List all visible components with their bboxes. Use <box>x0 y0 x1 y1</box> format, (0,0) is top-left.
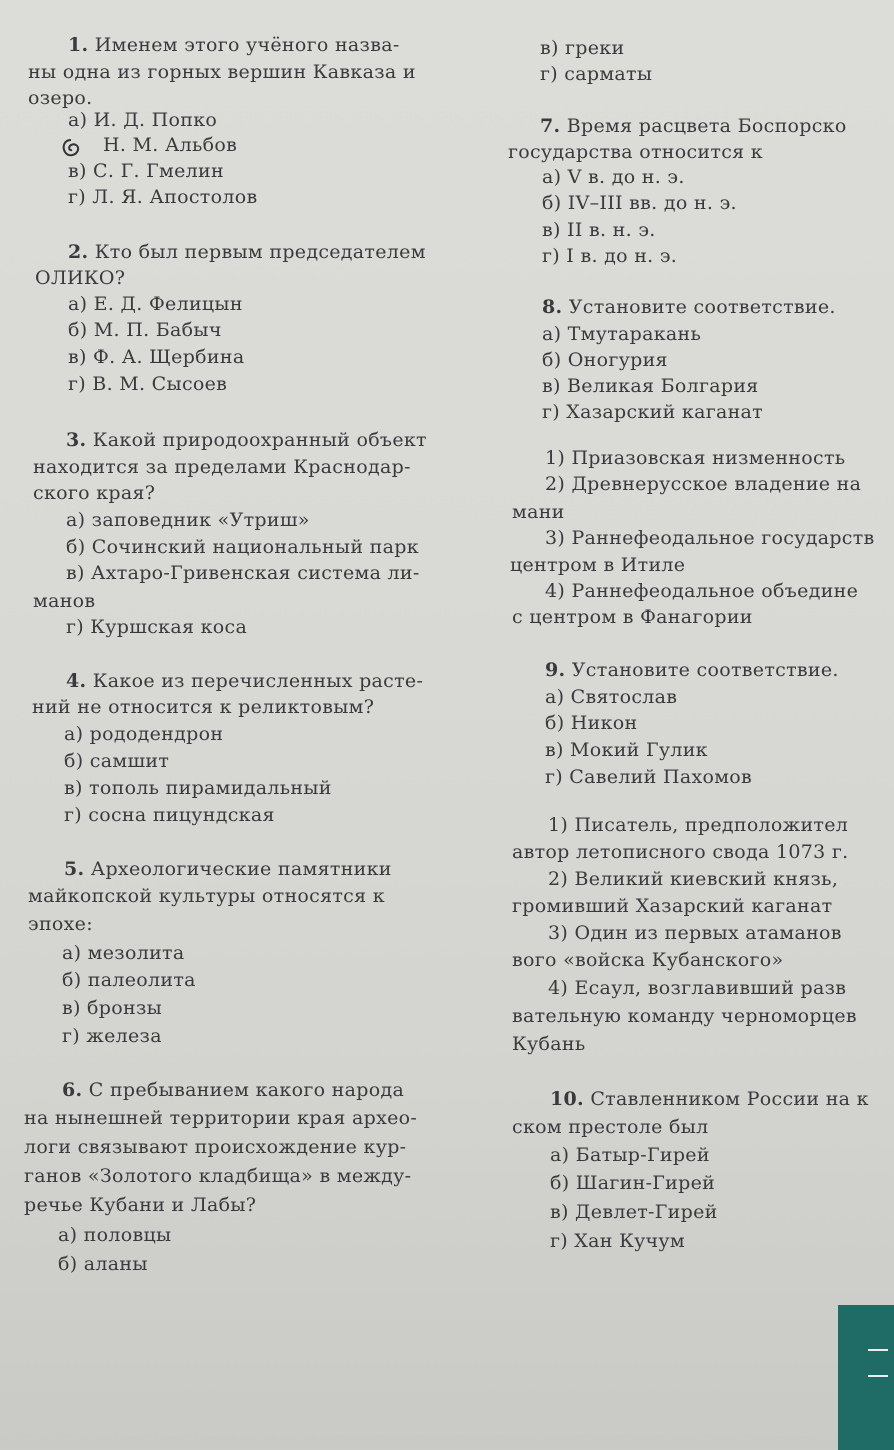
question-4-option-a: а) рододендрон <box>64 723 224 745</box>
question-7-option-b: б) IV–III вв. до н. э. <box>542 192 737 214</box>
question-6-option-c: в) греки <box>540 37 625 59</box>
question-8-answer-1: 1) Приазовская низменность <box>545 447 846 469</box>
question-3-option-c: в) Ахтаро-Гривенская система ли- <box>66 562 420 584</box>
question-8-answer-4: 4) Раннефеодальное объедине <box>545 580 859 602</box>
question-8-option-c: в) Великая Болгария <box>542 375 759 397</box>
handwritten-circle-mark <box>60 137 82 159</box>
question-6-option-a: а) половцы <box>58 1224 172 1246</box>
question-7-line-1: 7. Время расцвета Боспорско <box>540 115 847 137</box>
question-9-answer-3-cont: вого «войска Кубанского» <box>512 949 784 971</box>
question-6-line-4: ганов «Золотого кладбища» в между- <box>24 1165 412 1187</box>
question-5-option-d: г) железа <box>62 1025 162 1047</box>
question-9-answer-2: 2) Великий киевский князь, <box>548 868 839 890</box>
question-2-line-1: 2. Кто был первым председателем <box>68 241 426 263</box>
question-9-option-b: б) Никон <box>545 712 638 734</box>
question-1-option-a: а) И. Д. Попко <box>68 109 218 131</box>
question-9-answer-4: 4) Есаул, возглавивший разв <box>548 977 847 999</box>
question-6-line-1: 6. С пребыванием какого народа <box>62 1079 405 1101</box>
question-8-option-d: г) Хазарский каганат <box>542 401 763 423</box>
question-8-answer-3-cont: центром в Итиле <box>510 554 686 576</box>
question-8-option-b: б) Оногурия <box>542 349 668 371</box>
question-10-option-c: в) Девлет-Гирей <box>550 1201 718 1223</box>
question-8-line-1: 8. Установите соответствие. <box>542 296 836 318</box>
question-4-option-d: г) сосна пицундская <box>64 804 275 826</box>
question-2-line-2: ОЛИКО? <box>35 267 126 289</box>
question-8-answer-2-cont: мани <box>512 501 565 523</box>
question-10-line-2: ском престоле был <box>512 1116 709 1138</box>
question-7-option-d: г) I в. до н. э. <box>542 245 678 267</box>
question-9-answer-1-cont: автор летописного свода 1073 г. <box>512 841 849 863</box>
question-4-line-2: ний не относится к реликтовым? <box>32 696 375 718</box>
question-5-option-a: а) мезолита <box>62 942 185 964</box>
question-1-option-b: Н. М. Альбов <box>103 134 238 156</box>
question-10-option-d: г) Хан Кучум <box>550 1230 685 1252</box>
question-6-line-3: логи связывают происхождение кур- <box>24 1136 407 1158</box>
question-9-answer-4-cont-2: Кубань <box>512 1033 586 1055</box>
question-3-option-b: б) Сочинский национальный парк <box>66 536 419 558</box>
question-3-line-1: 3. Какой природоохранный объект <box>66 429 427 451</box>
question-1-line-1: 1. Именем этого учёного назва- <box>68 34 400 56</box>
question-2-option-c: в) Ф. А. Щербина <box>68 346 245 368</box>
question-5-option-b: б) палеолита <box>62 969 196 991</box>
question-9-answer-4-cont: вательную команду черноморцев <box>512 1005 857 1027</box>
question-1-line-2: ны одна из горных вершин Кавказа и <box>28 61 416 83</box>
question-8-answer-3: 3) Раннефеодальное государств <box>545 527 875 549</box>
question-5-option-c: в) бронзы <box>62 997 163 1019</box>
page-edge-tab <box>838 1305 894 1450</box>
question-3-line-2: находится за пределами Краснодар- <box>33 456 411 478</box>
question-1-line-3: озеро. <box>28 87 93 109</box>
question-9-answer-2-cont: громивший Хазарский каганат <box>512 895 833 917</box>
question-5-line-2: майкопской культуры относятся к <box>28 885 385 907</box>
question-8-answer-4-cont: с центром в Фанагории <box>512 606 753 628</box>
question-3-option-a: а) заповедник «Утриш» <box>66 509 310 531</box>
question-10-option-b: б) Шагин-Гирей <box>550 1172 716 1194</box>
question-2-option-b: б) М. П. Бабыч <box>68 319 222 341</box>
question-9-option-d: г) Савелий Пахомов <box>545 766 753 788</box>
question-9-option-a: а) Святослав <box>545 686 678 708</box>
question-10-option-a: а) Батыр-Гирей <box>550 1144 710 1166</box>
question-3-option-c-cont: манов <box>33 590 96 612</box>
question-4-option-b: б) самшит <box>64 750 170 772</box>
question-10-line-1: 10. Ставленником России на к <box>550 1088 869 1110</box>
question-4-line-1: 4. Какое из перечисленных расте- <box>66 670 424 692</box>
question-6-line-5: речье Кубани и Лабы? <box>24 1194 257 1216</box>
question-9-option-c: в) Мокий Гулик <box>545 739 708 761</box>
question-9-answer-3: 3) Один из первых атаманов <box>548 922 842 944</box>
question-7-line-2: государства относится к <box>508 141 763 163</box>
question-9-answer-1: 1) Писатель, предположител <box>548 814 849 836</box>
question-6-option-b: б) аланы <box>58 1253 148 1275</box>
question-7-option-c: в) II в. н. э. <box>542 219 656 241</box>
question-5-line-3: эпохе: <box>28 913 93 935</box>
question-9-line-1: 9. Установите соответствие. <box>545 659 839 681</box>
question-7-option-a: а) V в. до н. э. <box>542 166 685 188</box>
question-2-option-a: а) Е. Д. Фелицын <box>68 293 243 315</box>
question-8-option-a: а) Тмутаракань <box>542 323 702 345</box>
question-4-option-c: в) тополь пирамидальный <box>64 777 332 799</box>
question-6-option-d: г) сарматы <box>540 63 653 85</box>
question-1-option-c: в) С. Г. Гмелин <box>68 160 224 182</box>
question-2-option-d: г) В. М. Сысоев <box>68 373 228 395</box>
question-5-line-1: 5. Археологические памятники <box>64 858 392 880</box>
question-3-option-d: г) Куршская коса <box>66 616 248 638</box>
question-8-answer-2: 2) Древнерусское владение на <box>545 473 862 495</box>
question-1-option-d: г) Л. Я. Апостолов <box>68 186 258 208</box>
question-6-line-2: на нынешней территории края архео- <box>24 1107 418 1129</box>
question-3-line-3: ского края? <box>33 482 156 504</box>
